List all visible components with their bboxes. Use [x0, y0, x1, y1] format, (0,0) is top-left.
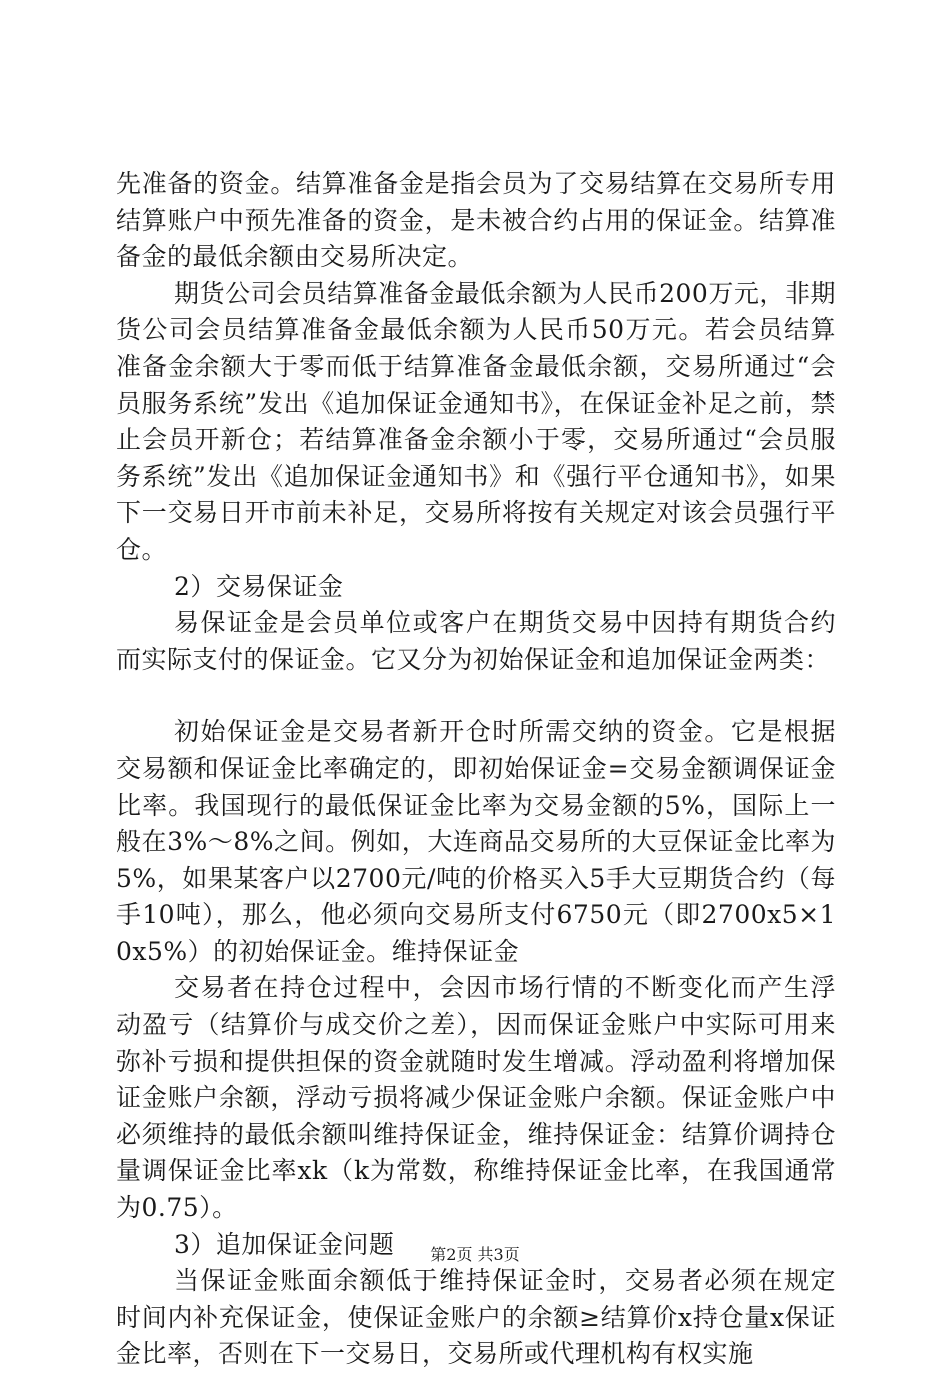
- paragraph-maintenance-margin: 交易者在持仓过程中，会因市场行情的不断变化而产生浮动盈亏（结算价与成交价之差），因而保证金账户中实际可用来弥补亏损和提供担保的资金就随时发生增减。浮动盈利将增加保证金账户余额，浮动亏损将减少保证金账户余额。保证金账户中必须维持的最低余额叫维持保证金，维持保证金：结算价调持仓量调保证金比率xk（k为常数，称维持保证金比率，在我国通常为0.75）。: [116, 973, 836, 1223]
- paragraph-initial-margin: 初始保证金是交易者新开仓时所需交纳的资金。它是根据交易额和保证金比率确定的，即初始保证金=交易金额调保证金比率。我国现行的最低保证金比率为交易金额的5%，国际上一般在3%～8%之间。例如，大连商品交易所的大豆保证金比率为5%，如果某客户以2700元/吨的价格买入5手大豆期货合约（每手10吨），那么，他必须向交易所支付6750元（即2700x5×10x5%）的初始保证金。维持保证金: [116, 717, 836, 966]
- paragraph-settlement-reserve-definition: 先准备的资金。结算准备金是指会员为了交易结算在交易所专用结算账户中预先准备的资金，是未被合约占用的保证金。结算准备金的最低余额由交易所决定。: [116, 169, 836, 272]
- document-body: [116, 166, 836, 1373]
- paragraph-minimum-balance-rules: 期货公司会员结算准备金最低余额为人民币200万元，非期货公司会员结算准备金最低余额为人民币50万元。若会员结算准备金余额大于零而低于结算准备金最低余额，交易所通过“会员服务系统”发出《追加保证金通知书》，在保证金补足之前，禁止会员开新仓；若结算准备金余额小于零，交易所通过“会员服务系统”发出《追加保证金通知书》和《强行平仓通知书》，如果下一交易日开市前未补足，交易所将按有关规定对该会员强行平仓。: [116, 278, 836, 564]
- paragraph-trading-margin-definition: 易保证金是会员单位或客户在期货交易中因持有期货合约而实际支付的保证金。它又分为初始保证金和追加保证金两类：: [116, 608, 836, 674]
- page-number-footer: 第2页 共3页: [430, 1245, 520, 1264]
- paragraph-margin-call: 当保证金账面余额低于维持保证金时，交易者必须在规定时间内补充保证金，使保证金账户的余额≥结算价x持仓量x保证金比率，否则在下一交易日，交易所或代理机构有权实施: [116, 1266, 836, 1369]
- section-heading-trading-margin: 2）交易保证金: [174, 571, 344, 601]
- section-heading-margin-call: 3）追加保证金问题: [174, 1229, 395, 1259]
